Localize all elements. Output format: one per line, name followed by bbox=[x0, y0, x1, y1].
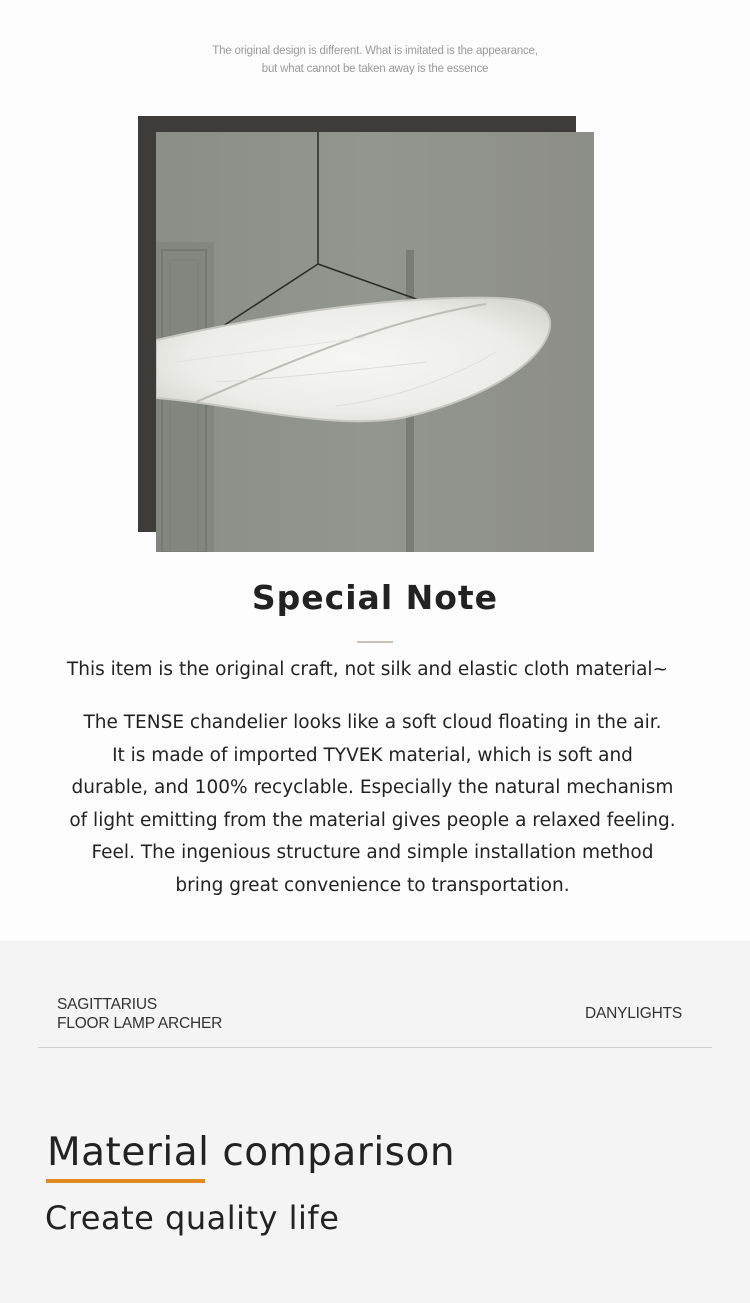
brand-name: DANYLIGHTS bbox=[585, 1005, 683, 1022]
body-line: The TENSE chandelier looks like a soft cloud floating in the air. bbox=[83, 712, 662, 733]
material-title: Material comparison bbox=[47, 1130, 456, 1175]
material-section bbox=[0, 941, 750, 1303]
product-name-line-1: SAGITTARIUS bbox=[57, 996, 157, 1013]
material-subtitle: Create quality life bbox=[45, 1199, 340, 1237]
special-note-subtitle: This item is the original craft, not silk and elastic cloth material~ bbox=[66, 659, 669, 680]
pendant-lamp-illustration bbox=[156, 132, 594, 552]
tagline-line-1: The original design is different. What is imitated is the appearance, bbox=[212, 45, 538, 57]
tagline bbox=[0, 42, 750, 78]
section-divider bbox=[38, 1047, 712, 1048]
body-line: of light emitting from the material gives people a relaxed feeling. bbox=[69, 809, 676, 831]
product-photo bbox=[156, 132, 594, 552]
tagline-line-2: but what cannot be taken away is the essence bbox=[261, 63, 489, 75]
special-note-body bbox=[0, 707, 745, 902]
body-line: It is made of imported TYVEK material, which is soft and bbox=[112, 744, 633, 766]
body-line: bring great convenience to transportation. bbox=[175, 874, 570, 896]
material-title-underline bbox=[46, 1179, 205, 1183]
special-note-title: Special Note bbox=[251, 578, 499, 617]
product-name-line-2: FLOOR LAMP ARCHER bbox=[57, 1015, 223, 1032]
product-name bbox=[57, 995, 222, 1033]
body-line: durable, and 100% recyclable. Especially the natural mechanism bbox=[71, 777, 674, 798]
body-line: Feel. The ingenious structure and simple installation method bbox=[91, 842, 654, 863]
title-divider bbox=[357, 641, 393, 643]
